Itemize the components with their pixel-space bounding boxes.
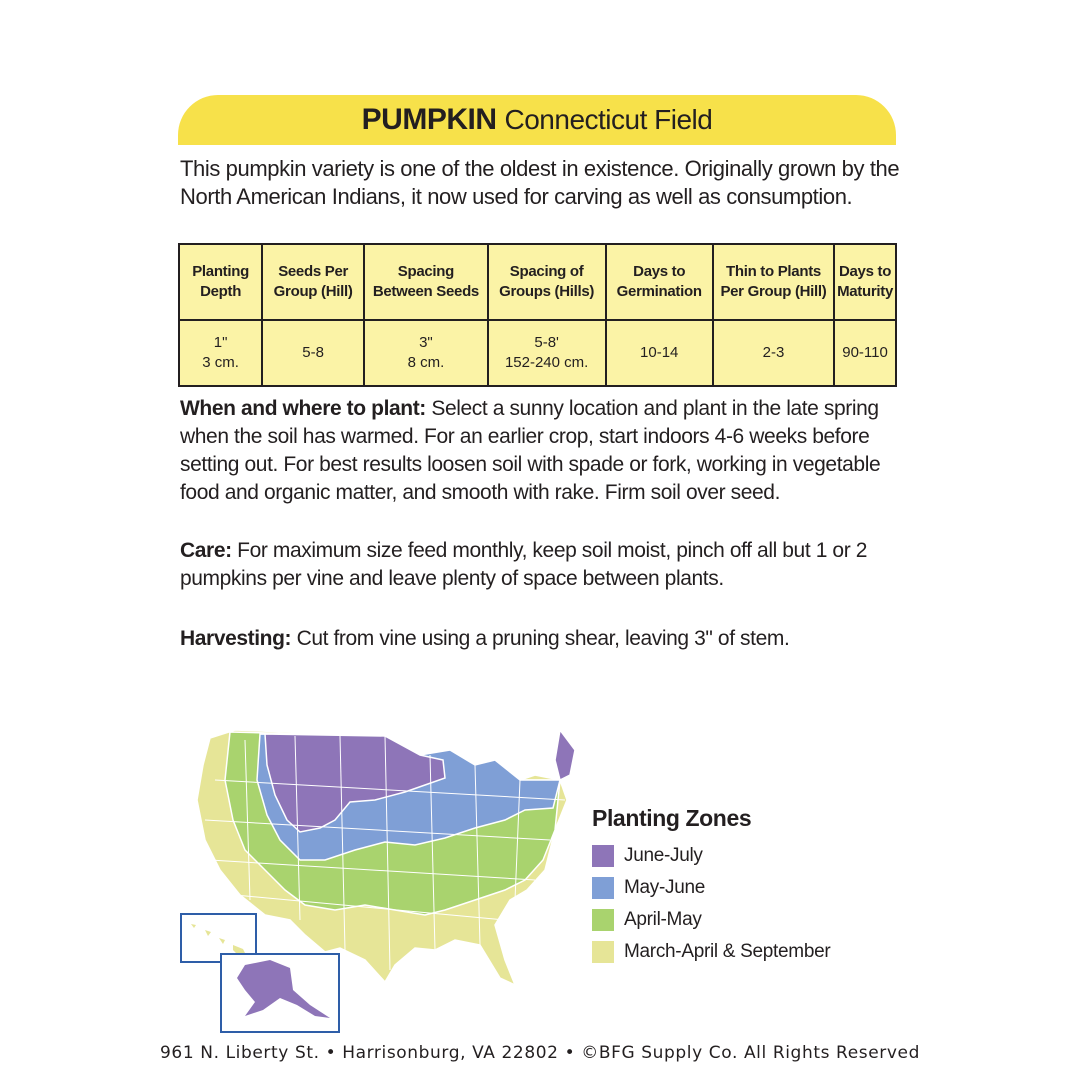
growing-specs-table <box>178 243 897 387</box>
legend-item <box>592 936 830 968</box>
zone-june-july-northeast <box>555 730 575 780</box>
care-label: Care: <box>180 539 232 562</box>
planting-zones-map <box>175 720 595 1040</box>
harvest-section <box>180 625 900 653</box>
table-header: Seeds Per Group (Hill) <box>262 244 364 320</box>
map-legend <box>592 840 830 968</box>
table-header: Spacing of Groups (Hills) <box>488 244 606 320</box>
legend-item <box>592 840 830 872</box>
legend-label: May-June <box>624 877 706 898</box>
table-header: Days to Maturity <box>834 244 896 320</box>
table-cell: 2-3 <box>713 320 834 386</box>
legend-swatch-march-april-september <box>592 941 614 963</box>
table-cell: 1" 3 cm. <box>179 320 262 386</box>
harvest-text: Cut from vine using a pruning shear, leaving 3" of stem. <box>291 627 790 650</box>
legend-swatch-april-may <box>592 909 614 931</box>
legend-label: June-July <box>624 845 703 866</box>
harvest-label: Harvesting: <box>180 627 292 650</box>
when-where-section <box>180 395 900 507</box>
legend-swatch-june-july <box>592 845 614 867</box>
footer-address: 961 N. Liberty St. • Harrisonburg, VA 22802 • ©BFG Supply Co. All Rights Reserved <box>160 1043 920 1063</box>
legend-label: March-April & September <box>624 941 831 962</box>
table-cell: 5-8' 152-240 cm. <box>488 320 606 386</box>
table-header: Spacing Between Seeds <box>364 244 488 320</box>
legend-swatch-may-june <box>592 877 614 899</box>
table-cell: 10-14 <box>606 320 713 386</box>
plant-name: PUMPKIN <box>361 103 497 136</box>
care-text: For maximum size feed monthly, keep soil moist, pinch off all but 1 or 2 pumpkins per vine and leave plenty of space between plants. <box>180 539 868 590</box>
when-where-text: Select a sunny location and plant in the late spring when the soil has warmed. For an earlier crop, start indoors 4-6 weeks before setting out. For best results loosen soil with spade or fork, working in vegetable food and organic matter, and smooth with rake. Firm soil over seed. <box>180 397 881 504</box>
table-cell: 3" 8 cm. <box>364 320 488 386</box>
table-header-row <box>179 244 896 320</box>
when-where-label: When and where to plant: <box>180 397 426 420</box>
table-header: Thin to Plants Per Group (Hill) <box>713 244 834 320</box>
legend-title: Planting Zones <box>592 805 752 831</box>
intro-text: This pumpkin variety is one of the oldest in existence. Originally grown by the North American Indians, it now used for carving as well as consumption. <box>180 156 900 209</box>
variety-name: Connecticut Field <box>504 104 713 135</box>
table-cell: 90-110 <box>834 320 896 386</box>
table-cell: 5-8 <box>262 320 364 386</box>
legend-item <box>592 872 830 904</box>
table-header: Days to Germination <box>606 244 713 320</box>
table-row <box>179 320 896 386</box>
care-section <box>180 537 900 593</box>
legend-item <box>592 904 830 936</box>
packet-title-banner <box>178 95 896 145</box>
table-header: Planting Depth <box>179 244 262 320</box>
legend-label: April-May <box>624 909 702 930</box>
